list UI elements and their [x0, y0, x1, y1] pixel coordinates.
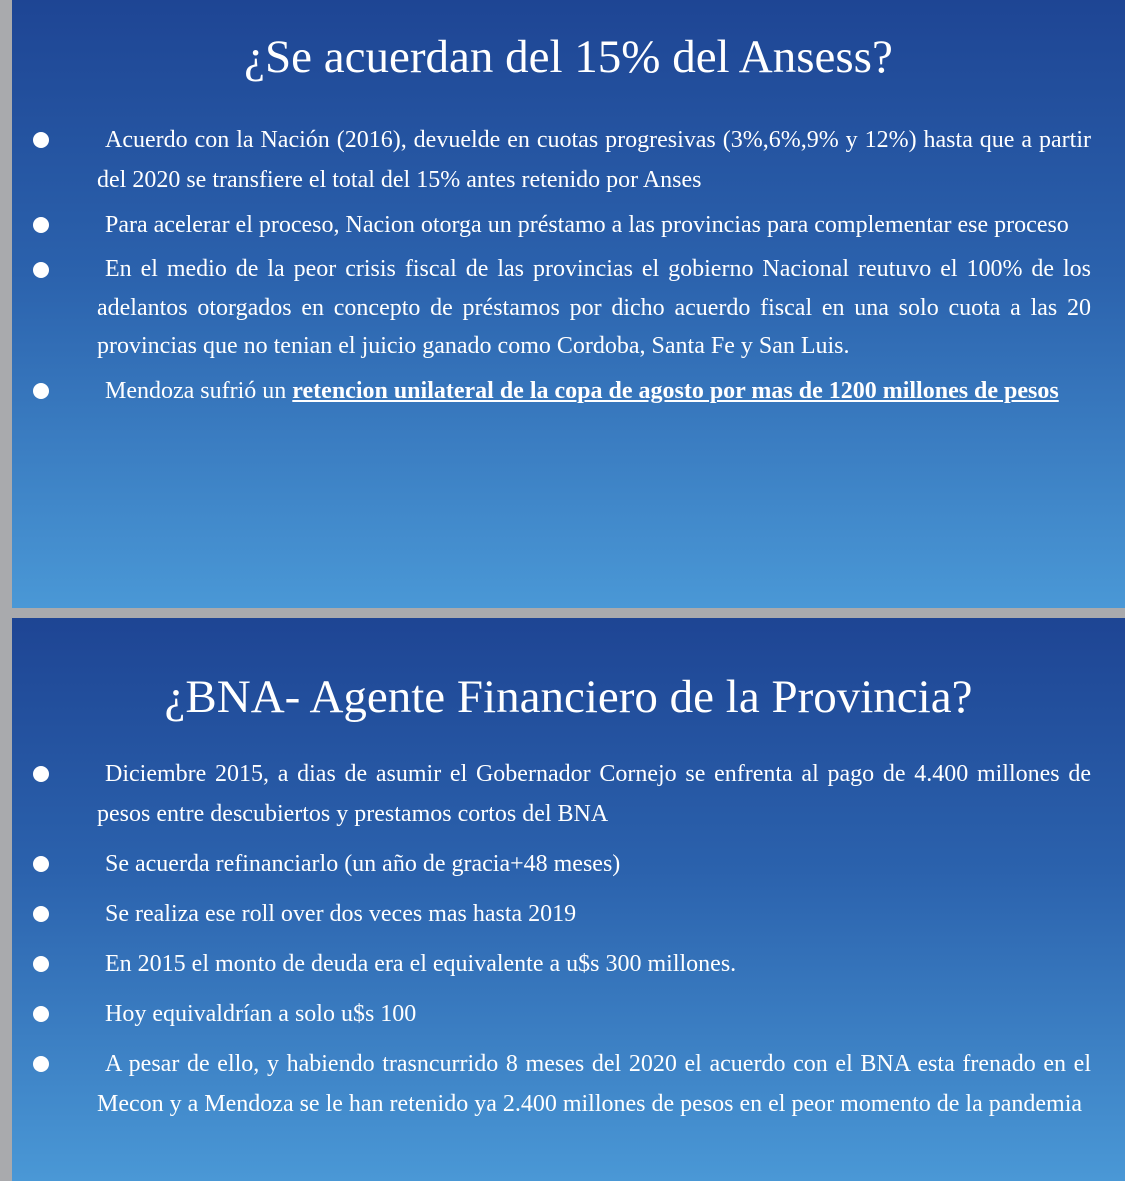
bullet-item [12, 994, 1091, 1034]
bullet-item [12, 250, 1091, 366]
bullet-list [12, 120, 1091, 416]
bullet-list [12, 754, 1091, 1134]
bullet-text: Se realiza ese roll over dos veces mas hasta 2019 [105, 901, 577, 927]
slide-title: ¿Se acuerdan del 15% del Ansess? [244, 31, 893, 83]
bullet-text: Se acuerda refinanciarlo (un año de gracia+48 meses) [105, 851, 621, 877]
bullet-dot-icon [33, 766, 49, 782]
bullet-item [12, 1044, 1091, 1124]
bullet-dot-icon [33, 383, 49, 399]
retencion-link[interactable]: retencion unilateral de la copa de agosto por mas de 1200 millones de pesos [292, 377, 1059, 404]
bullet-text: A pesar de ello, y habiendo trasncurrido 8 meses del 2020 el acuerdo con el BNA esta frenado en el Mecon y a Mendoza se le han retenido ya 2.400 millones de pesos en el peor momento de la pandemia [97, 1051, 1091, 1117]
slide-ansess [12, 0, 1125, 608]
bullet-dot-icon [33, 856, 49, 872]
bullet-dot-icon [33, 132, 49, 148]
bullet-item [12, 754, 1091, 834]
bullet-text: Acuerdo con la Nación (2016), devuelde en cuotas progresivas (3%,6%,9% y 12%) hasta que a partir del 2020 se transfiere el total del 15% antes retenido por Anses [97, 127, 1091, 193]
bullet-item [12, 205, 1091, 245]
bullet-text: Para acelerar el proceso, Nacion otorga un préstamo a las provincias para complementar ese proceso [105, 212, 1069, 238]
bullet-item [12, 844, 1091, 884]
bullet-dot-icon [33, 906, 49, 922]
bullet-item [12, 371, 1091, 411]
bullet-dot-icon [33, 217, 49, 233]
bullet-item [12, 894, 1091, 934]
bullet-item [12, 944, 1091, 984]
bullet-text: En 2015 el monto de deuda era el equivalente a u$s 300 millones. [105, 951, 737, 977]
bullet-text: Hoy equivaldrían a solo u$s 100 [105, 1001, 417, 1027]
bullet-text: En el medio de la peor crisis fiscal de las provincias el gobierno Nacional reutuvo el 100% de los adelantos otorgados en concepto de préstamos por dicho acuerdo fiscal en una solo cuota a las 20 provincias que no tenian el juicio ganado como Cordoba, Santa Fe y San Luis. [97, 256, 1091, 359]
bullet-text: Diciembre 2015, a dias de asumir el Gobernador Cornejo se enfrenta al pago de 4.400 millones de pesos entre descubiertos y prestamos cortos del BNA [97, 761, 1091, 827]
bullet-dot-icon [33, 262, 49, 278]
slide-bna [12, 618, 1125, 1181]
bullet-dot-icon [33, 1006, 49, 1022]
bullet-item [12, 120, 1091, 200]
slide-title: ¿BNA- Agente Financiero de la Provincia? [164, 671, 973, 723]
bullet-dot-icon [33, 1056, 49, 1072]
bullet-text: Mendoza sufrió un [105, 377, 293, 404]
bullet-dot-icon [33, 956, 49, 972]
